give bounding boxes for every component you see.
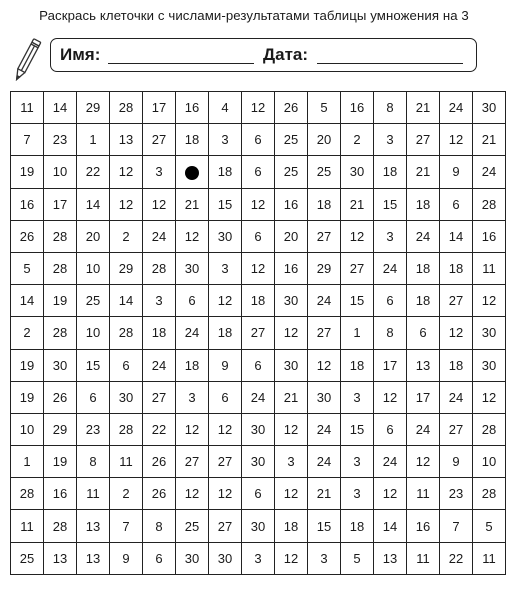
grid-cell[interactable]: 24 bbox=[374, 446, 407, 478]
grid-cell[interactable]: 2 bbox=[11, 317, 44, 349]
grid-row bbox=[11, 220, 506, 252]
grid-cell[interactable]: 6 bbox=[77, 381, 110, 413]
grid-cell[interactable]: 8 bbox=[374, 317, 407, 349]
grid-cell[interactable]: 12 bbox=[110, 188, 143, 220]
grid-cell[interactable]: 24 bbox=[407, 220, 440, 252]
grid-cell[interactable]: 25 bbox=[176, 510, 209, 542]
grid-cell[interactable]: 19 bbox=[11, 349, 44, 381]
grid-cell[interactable]: 28 bbox=[110, 317, 143, 349]
grid-cell[interactable]: 25 bbox=[77, 285, 110, 317]
grid-cell[interactable]: 30 bbox=[275, 285, 308, 317]
grid-cell[interactable]: 5 bbox=[308, 92, 341, 124]
grid-cell[interactable]: 9 bbox=[440, 156, 473, 188]
grid-cell[interactable]: 20 bbox=[77, 220, 110, 252]
grid-cell[interactable]: 12 bbox=[242, 252, 275, 284]
grid-cell[interactable]: 7 bbox=[11, 124, 44, 156]
grid-cell[interactable]: 12 bbox=[242, 92, 275, 124]
grid-cell[interactable]: 18 bbox=[275, 510, 308, 542]
grid-cell[interactable]: 12 bbox=[209, 413, 242, 445]
page-title: Раскрась клеточки с числами-результатами таблицы умножения на 3 bbox=[39, 8, 469, 23]
grid-cell[interactable]: 27 bbox=[209, 510, 242, 542]
grid-cell[interactable]: 8 bbox=[77, 446, 110, 478]
grid-cell[interactable]: 6 bbox=[407, 317, 440, 349]
grid-row bbox=[11, 156, 506, 188]
grid-cell[interactable]: 18 bbox=[440, 349, 473, 381]
grid-cell[interactable]: 3 bbox=[209, 124, 242, 156]
grid-cell[interactable]: 7 bbox=[440, 510, 473, 542]
grid-cell[interactable]: 17 bbox=[407, 381, 440, 413]
grid-cell[interactable]: 12 bbox=[275, 317, 308, 349]
grid-cell[interactable]: 19 bbox=[11, 156, 44, 188]
grid-cell[interactable]: 27 bbox=[176, 446, 209, 478]
grid-cell[interactable]: 21 bbox=[407, 156, 440, 188]
grid-cell[interactable]: 11 bbox=[110, 446, 143, 478]
grid-cell[interactable]: 12 bbox=[275, 413, 308, 445]
grid-cell[interactable]: 14 bbox=[44, 92, 77, 124]
grid-row bbox=[11, 478, 506, 510]
grid-cell[interactable]: 27 bbox=[308, 317, 341, 349]
grid-cell[interactable]: 4 bbox=[209, 92, 242, 124]
grid-cell[interactable]: 30 bbox=[110, 381, 143, 413]
grid-cell[interactable]: 27 bbox=[308, 220, 341, 252]
grid-cell[interactable]: 6 bbox=[143, 542, 176, 574]
grid-row bbox=[11, 317, 506, 349]
grid-cell[interactable]: 22 bbox=[440, 542, 473, 574]
grid-cell[interactable]: 18 bbox=[407, 252, 440, 284]
grid-cell[interactable]: 30 bbox=[209, 220, 242, 252]
grid-row bbox=[11, 252, 506, 284]
grid-cell[interactable]: 16 bbox=[341, 92, 374, 124]
grid-cell[interactable]: 11 bbox=[473, 542, 506, 574]
grid-cell[interactable]: 12 bbox=[143, 188, 176, 220]
grid-cell[interactable]: 28 bbox=[44, 252, 77, 284]
filled-dot-icon bbox=[185, 166, 199, 180]
grid-cell[interactable]: 18 bbox=[209, 317, 242, 349]
grid-cell[interactable]: 15 bbox=[209, 188, 242, 220]
grid-cell[interactable]: 24 bbox=[308, 413, 341, 445]
grid-cell[interactable]: 25 bbox=[275, 156, 308, 188]
grid-cell[interactable]: 30 bbox=[275, 349, 308, 381]
grid-cell[interactable]: 24 bbox=[473, 156, 506, 188]
grid-cell[interactable]: 12 bbox=[407, 446, 440, 478]
grid-cell[interactable]: 12 bbox=[242, 188, 275, 220]
grid-cell[interactable]: 27 bbox=[440, 285, 473, 317]
grid-cell[interactable]: 6 bbox=[374, 413, 407, 445]
grid-cell[interactable]: 3 bbox=[341, 446, 374, 478]
grid-cell[interactable]: 5 bbox=[341, 542, 374, 574]
grid-cell[interactable]: 3 bbox=[341, 381, 374, 413]
grid-cell[interactable]: 12 bbox=[176, 220, 209, 252]
grid-cell[interactable]: 30 bbox=[176, 252, 209, 284]
grid-cell[interactable]: 16 bbox=[176, 92, 209, 124]
grid-cell[interactable]: 30 bbox=[176, 542, 209, 574]
grid-row bbox=[11, 381, 506, 413]
date-label: Дата: bbox=[263, 45, 309, 64]
grid-cell[interactable]: 12 bbox=[176, 413, 209, 445]
grid-cell[interactable]: 9 bbox=[209, 349, 242, 381]
grid-cell[interactable]: 28 bbox=[473, 413, 506, 445]
grid-cell[interactable]: 3 bbox=[209, 252, 242, 284]
grid-cell[interactable]: 13 bbox=[44, 542, 77, 574]
grid-cell[interactable]: 1 bbox=[77, 124, 110, 156]
grid-cell[interactable]: 1 bbox=[341, 317, 374, 349]
grid-cell[interactable]: 18 bbox=[176, 349, 209, 381]
grid-cell[interactable]: 30 bbox=[473, 317, 506, 349]
grid-cell[interactable]: 27 bbox=[440, 413, 473, 445]
grid-cell[interactable]: 1 bbox=[11, 446, 44, 478]
grid-cell[interactable]: 18 bbox=[407, 285, 440, 317]
grid-cell[interactable]: 18 bbox=[176, 124, 209, 156]
grid-row bbox=[11, 542, 506, 574]
grid-cell[interactable]: 12 bbox=[308, 349, 341, 381]
name-date-box bbox=[50, 38, 477, 72]
grid-cell[interactable]: 29 bbox=[44, 413, 77, 445]
grid-cell[interactable]: 15 bbox=[308, 510, 341, 542]
grid-cell[interactable]: 12 bbox=[209, 285, 242, 317]
grid-cell[interactable]: 30 bbox=[341, 156, 374, 188]
grid-cell[interactable]: 23 bbox=[440, 478, 473, 510]
grid-cell[interactable]: 30 bbox=[44, 349, 77, 381]
grid-cell[interactable]: 10 bbox=[44, 156, 77, 188]
grid-cell[interactable]: 6 bbox=[242, 220, 275, 252]
grid-cell[interactable]: 28 bbox=[44, 220, 77, 252]
grid-cell[interactable]: 6 bbox=[110, 349, 143, 381]
grid-cell[interactable]: 12 bbox=[110, 156, 143, 188]
grid-cell[interactable]: 22 bbox=[77, 156, 110, 188]
grid-cell[interactable]: 18 bbox=[374, 156, 407, 188]
grid-cell[interactable]: 11 bbox=[11, 92, 44, 124]
grid-row bbox=[11, 413, 506, 445]
grid-cell[interactable]: 24 bbox=[374, 252, 407, 284]
name-field[interactable] bbox=[108, 63, 254, 64]
grid-cell[interactable]: 9 bbox=[110, 542, 143, 574]
date-field[interactable] bbox=[317, 63, 463, 64]
grid-cell[interactable]: 6 bbox=[242, 478, 275, 510]
grid-cell[interactable]: 28 bbox=[110, 92, 143, 124]
grid-cell[interactable]: 24 bbox=[176, 317, 209, 349]
grid-cell[interactable]: 18 bbox=[341, 349, 374, 381]
grid-cell[interactable]: 27 bbox=[341, 252, 374, 284]
grid-cell[interactable]: 29 bbox=[308, 252, 341, 284]
grid-cell[interactable]: 28 bbox=[11, 478, 44, 510]
grid-cell[interactable]: 18 bbox=[308, 188, 341, 220]
grid-cell[interactable]: 6 bbox=[242, 124, 275, 156]
grid-cell[interactable]: 22 bbox=[143, 413, 176, 445]
grid-cell[interactable]: 24 bbox=[308, 446, 341, 478]
grid-cell[interactable]: 7 bbox=[110, 510, 143, 542]
grid-cell[interactable]: 16 bbox=[11, 188, 44, 220]
grid-row bbox=[11, 285, 506, 317]
grid-cell[interactable]: 13 bbox=[407, 349, 440, 381]
grid-cell[interactable]: 26 bbox=[143, 478, 176, 510]
grid-row bbox=[11, 349, 506, 381]
grid-cell[interactable]: 24 bbox=[143, 220, 176, 252]
grid-cell[interactable]: 24 bbox=[440, 381, 473, 413]
grid-cell[interactable]: 3 bbox=[143, 285, 176, 317]
grid-cell[interactable]: 29 bbox=[110, 252, 143, 284]
grid-cell[interactable]: 3 bbox=[374, 220, 407, 252]
grid-cell[interactable]: 19 bbox=[11, 381, 44, 413]
grid-cell[interactable]: 18 bbox=[143, 317, 176, 349]
grid-cell[interactable]: 10 bbox=[77, 252, 110, 284]
grid-cell[interactable]: 14 bbox=[77, 188, 110, 220]
grid-cell[interactable]: 18 bbox=[209, 156, 242, 188]
grid-cell[interactable]: 18 bbox=[242, 285, 275, 317]
grid-cell[interactable]: 12 bbox=[209, 478, 242, 510]
grid-cell[interactable]: 8 bbox=[374, 92, 407, 124]
grid-cell[interactable]: 12 bbox=[374, 381, 407, 413]
grid-cell[interactable]: 19 bbox=[44, 446, 77, 478]
grid-cell[interactable]: 26 bbox=[275, 92, 308, 124]
grid-cell[interactable]: 24 bbox=[407, 413, 440, 445]
grid-cell[interactable]: 12 bbox=[176, 478, 209, 510]
grid-cell[interactable]: 26 bbox=[143, 446, 176, 478]
grid-cell[interactable]: 3 bbox=[341, 478, 374, 510]
grid-cell[interactable]: 23 bbox=[77, 413, 110, 445]
grid-cell[interactable]: 24 bbox=[440, 92, 473, 124]
grid-cell[interactable]: 3 bbox=[143, 156, 176, 188]
grid-row bbox=[11, 510, 506, 542]
grid-cell[interactable]: 16 bbox=[407, 510, 440, 542]
grid-cell[interactable]: 27 bbox=[242, 317, 275, 349]
grid-row bbox=[11, 92, 506, 124]
grid-cell[interactable]: 6 bbox=[242, 156, 275, 188]
grid-cell[interactable]: 24 bbox=[143, 349, 176, 381]
grid-cell[interactable]: 8 bbox=[143, 510, 176, 542]
name-label: Имя: bbox=[60, 45, 101, 64]
grid-cell[interactable]: 10 bbox=[11, 413, 44, 445]
grid-cell[interactable]: 21 bbox=[308, 478, 341, 510]
grid-cell[interactable]: 26 bbox=[44, 381, 77, 413]
grid-cell[interactable]: 15 bbox=[374, 188, 407, 220]
grid-cell[interactable]: 13 bbox=[77, 510, 110, 542]
grid-cell[interactable]: 30 bbox=[473, 92, 506, 124]
grid-cell[interactable]: 9 bbox=[440, 446, 473, 478]
grid-cell[interactable]: 30 bbox=[242, 446, 275, 478]
grid-cell[interactable]: 12 bbox=[341, 220, 374, 252]
grid-cell[interactable]: 30 bbox=[242, 510, 275, 542]
grid-cell[interactable]: 15 bbox=[341, 285, 374, 317]
grid-cell[interactable]: 21 bbox=[275, 381, 308, 413]
grid-cell[interactable]: 12 bbox=[275, 542, 308, 574]
grid-cell[interactable]: 28 bbox=[44, 317, 77, 349]
grid-cell[interactable]: 13 bbox=[77, 542, 110, 574]
grid-row bbox=[11, 124, 506, 156]
grid-cell[interactable]: 18 bbox=[407, 188, 440, 220]
grid-cell[interactable]: 11 bbox=[407, 542, 440, 574]
grid-cell[interactable]: 21 bbox=[407, 92, 440, 124]
grid-cell[interactable]: 14 bbox=[440, 220, 473, 252]
grid-cell[interactable]: 12 bbox=[275, 478, 308, 510]
grid-cell[interactable]: 14 bbox=[110, 285, 143, 317]
grid-cell[interactable]: 11 bbox=[473, 252, 506, 284]
grid-cell[interactable]: 28 bbox=[44, 510, 77, 542]
grid-cell[interactable]: 2 bbox=[110, 478, 143, 510]
grid-cell[interactable]: 12 bbox=[440, 124, 473, 156]
grid-cell[interactable]: 10 bbox=[473, 446, 506, 478]
grid-cell[interactable]: 12 bbox=[473, 285, 506, 317]
grid-cell[interactable]: 28 bbox=[110, 413, 143, 445]
grid-cell[interactable]: 19 bbox=[44, 285, 77, 317]
grid-cell[interactable]: 16 bbox=[275, 188, 308, 220]
grid-cell[interactable]: 18 bbox=[440, 252, 473, 284]
grid-cell[interactable]: 3 bbox=[176, 381, 209, 413]
grid-cell[interactable]: 30 bbox=[209, 542, 242, 574]
grid-cell[interactable]: 27 bbox=[143, 124, 176, 156]
grid-cell[interactable]: 16 bbox=[473, 220, 506, 252]
grid-cell[interactable] bbox=[176, 156, 209, 188]
grid-cell[interactable]: 26 bbox=[11, 220, 44, 252]
grid-cell[interactable]: 16 bbox=[275, 252, 308, 284]
grid-cell[interactable]: 11 bbox=[11, 510, 44, 542]
grid-cell[interactable]: 28 bbox=[143, 252, 176, 284]
grid-cell[interactable]: 2 bbox=[110, 220, 143, 252]
grid-cell[interactable]: 28 bbox=[473, 188, 506, 220]
grid-cell[interactable]: 3 bbox=[374, 124, 407, 156]
grid-cell[interactable]: 6 bbox=[242, 349, 275, 381]
grid-cell[interactable]: 13 bbox=[374, 542, 407, 574]
grid-cell[interactable]: 30 bbox=[473, 349, 506, 381]
grid-cell[interactable]: 23 bbox=[44, 124, 77, 156]
grid-cell[interactable]: 5 bbox=[473, 510, 506, 542]
multiplication-grid bbox=[10, 91, 506, 575]
grid-cell[interactable]: 6 bbox=[374, 285, 407, 317]
grid-cell[interactable]: 12 bbox=[440, 317, 473, 349]
grid-cell[interactable]: 17 bbox=[374, 349, 407, 381]
grid-cell[interactable]: 14 bbox=[374, 510, 407, 542]
grid-cell[interactable]: 30 bbox=[242, 413, 275, 445]
grid-cell[interactable]: 21 bbox=[341, 188, 374, 220]
grid-cell[interactable]: 28 bbox=[473, 478, 506, 510]
grid-cell[interactable]: 25 bbox=[308, 156, 341, 188]
grid-cell[interactable]: 3 bbox=[275, 446, 308, 478]
grid-cell[interactable]: 15 bbox=[77, 349, 110, 381]
grid-cell[interactable]: 17 bbox=[143, 92, 176, 124]
grid-cell[interactable]: 27 bbox=[209, 446, 242, 478]
grid-row bbox=[11, 188, 506, 220]
grid-cell[interactable]: 13 bbox=[110, 124, 143, 156]
grid-cell[interactable]: 21 bbox=[473, 124, 506, 156]
grid-cell[interactable]: 16 bbox=[44, 478, 77, 510]
grid-cell[interactable]: 21 bbox=[176, 188, 209, 220]
grid-cell[interactable]: 24 bbox=[308, 285, 341, 317]
grid-cell[interactable]: 30 bbox=[308, 381, 341, 413]
grid-row bbox=[11, 446, 506, 478]
grid-cell[interactable]: 5 bbox=[11, 252, 44, 284]
grid-cell[interactable]: 24 bbox=[242, 381, 275, 413]
grid-cell[interactable]: 6 bbox=[440, 188, 473, 220]
grid-cell[interactable]: 14 bbox=[11, 285, 44, 317]
grid-cell[interactable]: 11 bbox=[407, 478, 440, 510]
grid-cell[interactable]: 11 bbox=[77, 478, 110, 510]
grid-cell[interactable]: 25 bbox=[275, 124, 308, 156]
grid-cell[interactable]: 12 bbox=[374, 478, 407, 510]
pencil-icon bbox=[10, 36, 44, 84]
grid-cell[interactable]: 27 bbox=[407, 124, 440, 156]
grid-cell[interactable]: 20 bbox=[308, 124, 341, 156]
grid-cell[interactable]: 18 bbox=[341, 510, 374, 542]
grid-cell[interactable]: 15 bbox=[341, 413, 374, 445]
grid-cell[interactable]: 2 bbox=[341, 124, 374, 156]
grid-cell[interactable]: 6 bbox=[176, 285, 209, 317]
grid-cell[interactable]: 3 bbox=[242, 542, 275, 574]
grid-cell[interactable]: 6 bbox=[209, 381, 242, 413]
grid-cell[interactable]: 20 bbox=[275, 220, 308, 252]
grid-cell[interactable]: 3 bbox=[308, 542, 341, 574]
grid-cell[interactable]: 27 bbox=[143, 381, 176, 413]
grid-cell[interactable]: 25 bbox=[11, 542, 44, 574]
grid-cell[interactable]: 10 bbox=[77, 317, 110, 349]
grid-cell[interactable]: 12 bbox=[473, 381, 506, 413]
grid-cell[interactable]: 29 bbox=[77, 92, 110, 124]
grid-cell[interactable]: 17 bbox=[44, 188, 77, 220]
